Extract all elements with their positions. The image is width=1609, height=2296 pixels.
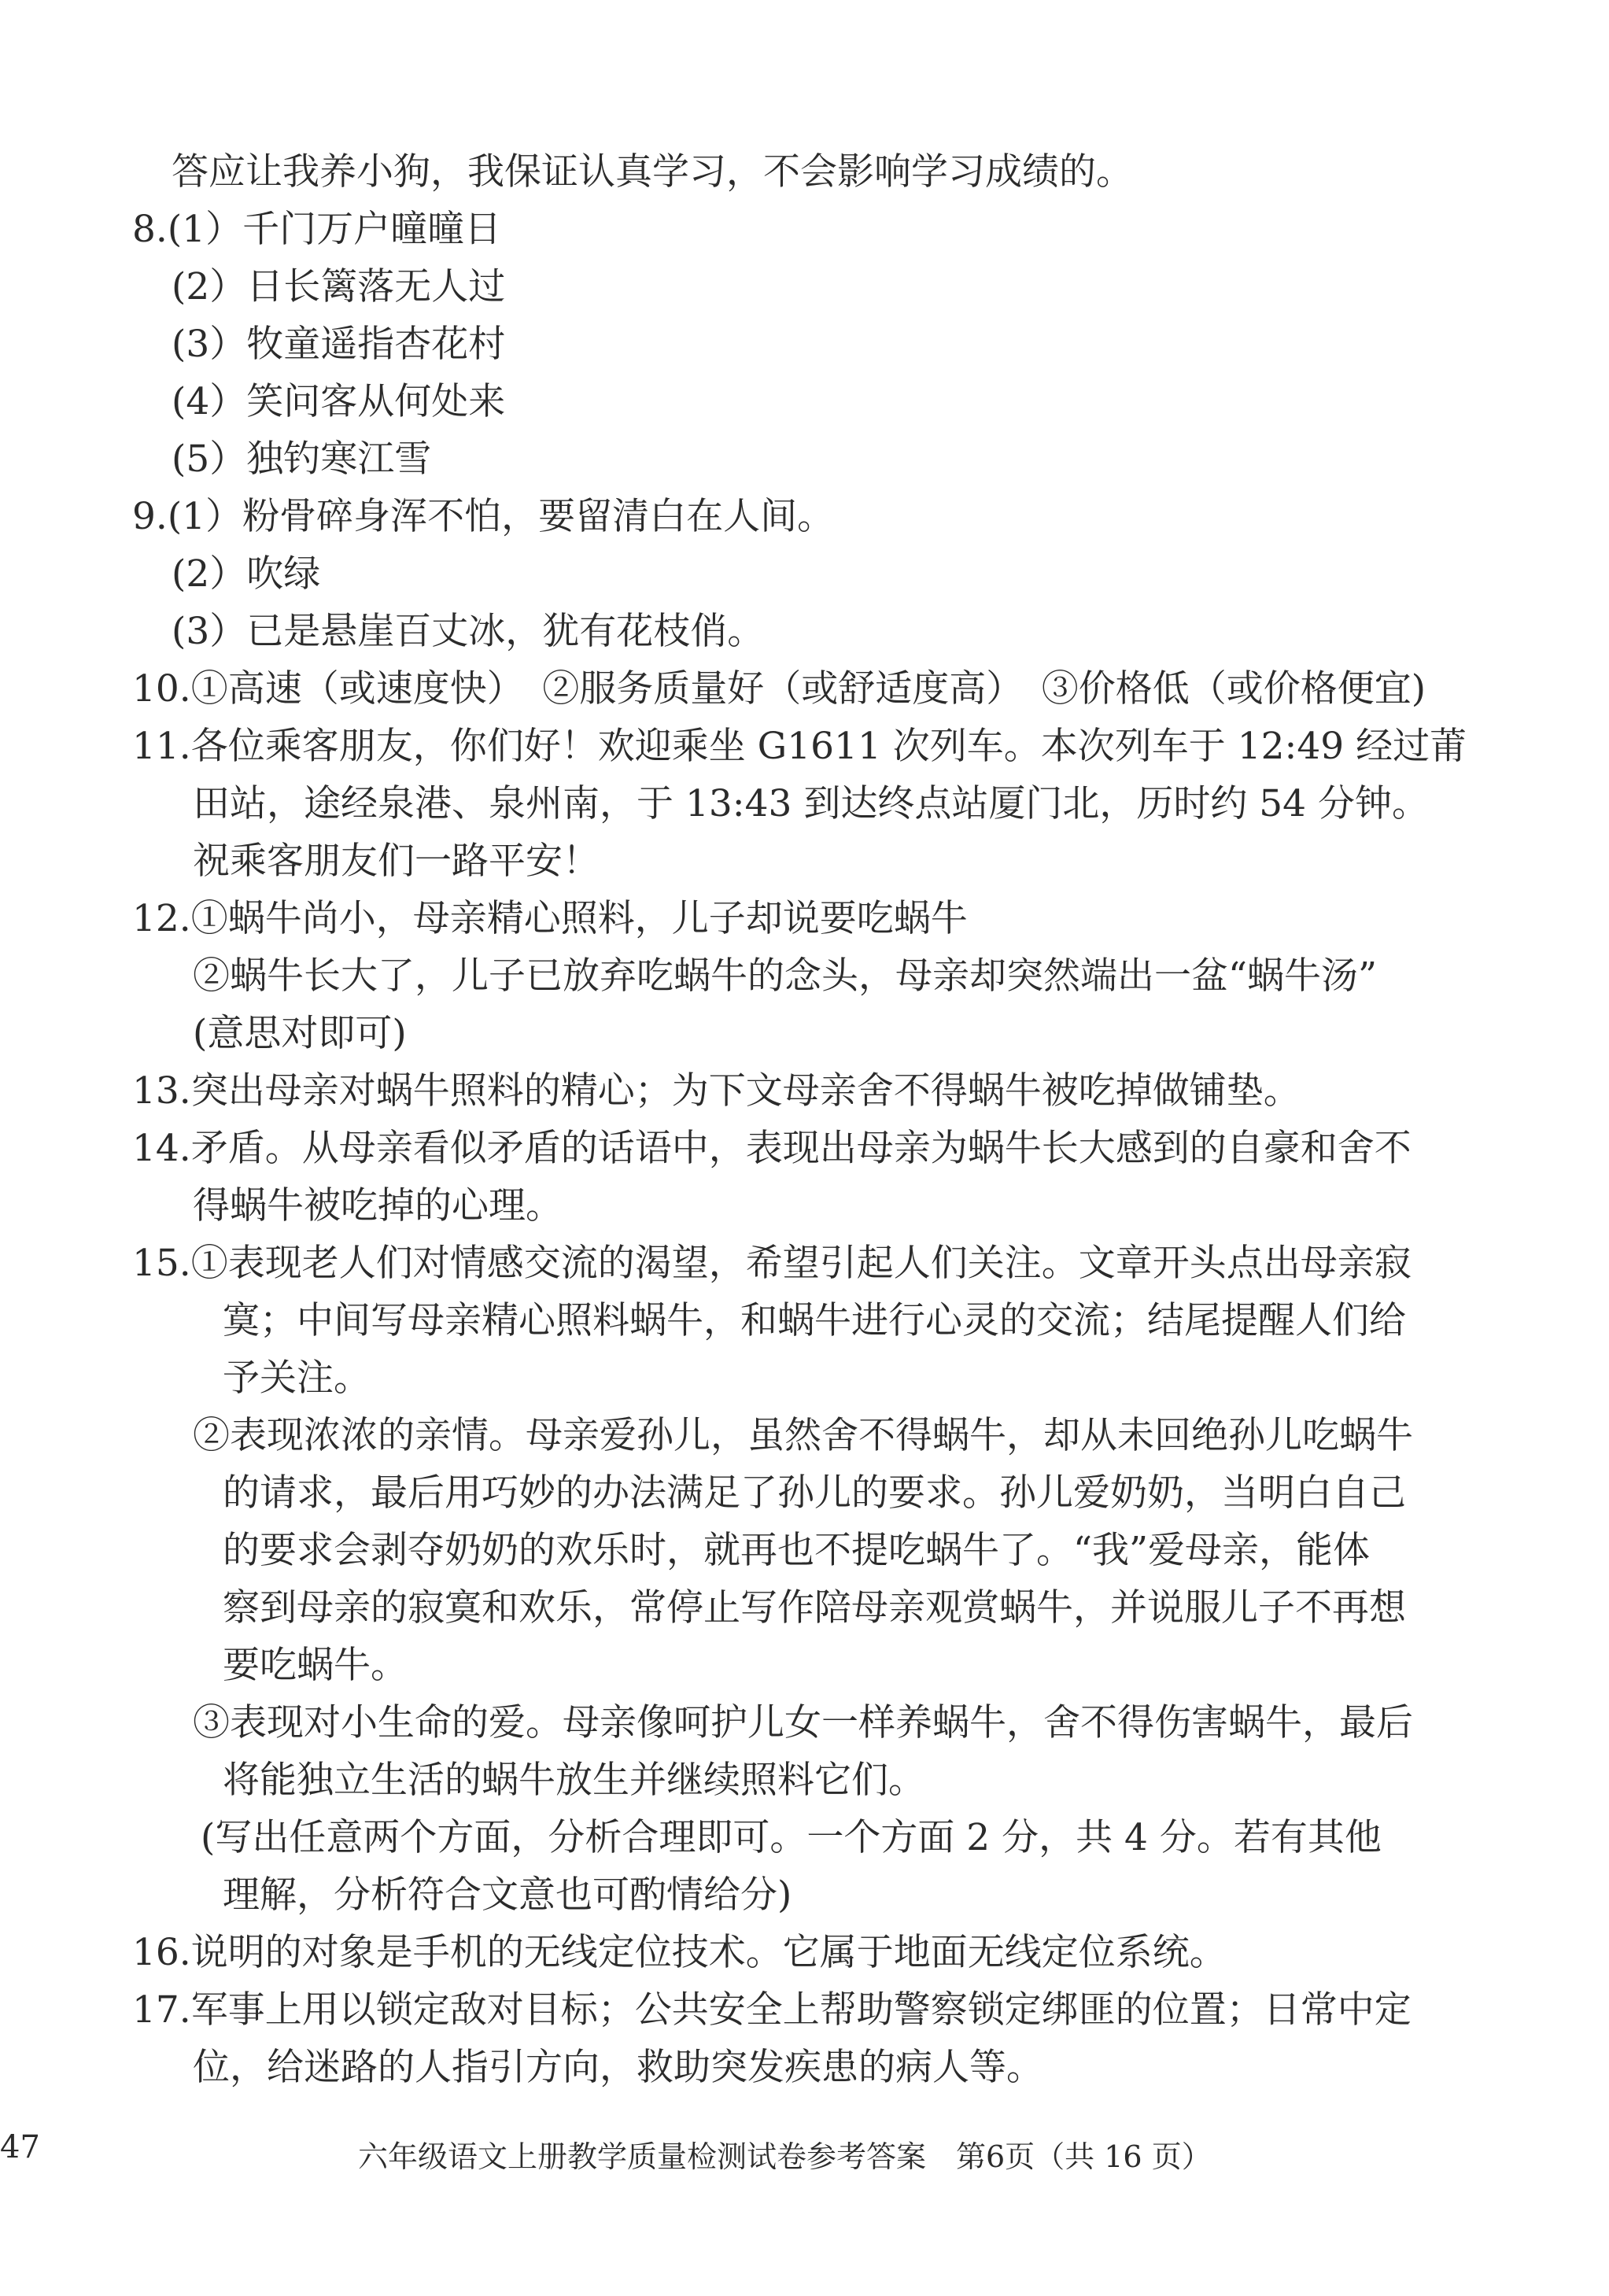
text-line: 祝乘客朋友们一路平安！	[193, 840, 600, 883]
text-line: 要吃蜗牛。	[223, 1644, 408, 1687]
text-line: 予关注。	[223, 1357, 371, 1400]
text-line: (2）吹绿	[172, 552, 321, 596]
text-line: 10.①高速（或速度快） ②服务质量好（或舒适度高） ③价格低（或价格便宜)	[132, 667, 1426, 711]
text-line: (4）笑问客从何处来	[172, 380, 506, 423]
text-line: 17.军事上用以锁定敌对目标；公共安全上帮助警察锁定绑匪的位置；日常中定	[132, 1988, 1412, 2032]
text-line: 理解，分析符合文意也可酌情给分)	[223, 1873, 792, 1917]
text-line: ②表现浓浓的亲情。母亲爱孙儿，虽然舍不得蜗牛，却从未回绝孙儿吃蜗牛	[193, 1414, 1413, 1457]
page-number: 47	[0, 2129, 40, 2165]
text-line: 12.①蜗牛尚小，母亲精心照料，儿子却说要吃蜗牛	[132, 897, 968, 940]
text-line: 11.各位乘客朋友，你们好！欢迎乘坐 G1611 次列车。本次列车于 12:49 经过莆	[132, 725, 1467, 768]
text-line: 察到母亲的寂寞和欢乐，常停止写作陪母亲观赏蜗牛，并说服儿子不再想	[223, 1586, 1406, 1630]
text-line: ②蜗牛长大了，儿子已放弃吃蜗牛的念头，母亲却突然端出一盆“蜗牛汤”	[193, 954, 1378, 998]
text-line: 13.突出母亲对蜗牛照料的精心；为下文母亲舍不得蜗牛被吃掉做铺垫。	[132, 1069, 1301, 1113]
text-line: 寞；中间写母亲精心照料蜗牛，和蜗牛进行心灵的交流；结尾提醒人们给	[223, 1299, 1406, 1342]
page-footer: 六年级语文上册教学质量检测试卷参考答案 第6页（共 16 页）	[358, 2139, 1212, 2174]
text-line: 9.(1）粉骨碎身浑不怕，要留清白在人间。	[132, 495, 835, 538]
text-line: 将能独立生活的蜗牛放生并继续照料它们。	[223, 1759, 925, 1802]
text-line: 的请求，最后用巧妙的办法满足了孙儿的要求。孙儿爱奶奶，当明白自己	[223, 1471, 1406, 1515]
text-line: 14.矛盾。从母亲看似矛盾的话语中，表现出母亲为蜗牛长大感到的自豪和舍不	[132, 1127, 1412, 1170]
text-line: ③表现对小生命的爱。母亲像呵护儿女一样养蜗牛，舍不得伤害蜗牛，最后	[193, 1701, 1413, 1744]
text-line: 的要求会剥夺奶奶的欢乐时，就再也不提吃蜗牛了。“我”爱母亲，能体	[223, 1529, 1371, 1572]
text-line: 8.(1）千门万户曈曈日	[132, 208, 502, 251]
text-line: 田站，途经泉港、泉州南，于 13:43 到达终点站厦门北，历时约 54 分钟。	[193, 782, 1430, 825]
text-line: (5）独钓寒江雪	[172, 437, 432, 481]
text-line: (意思对即可)	[193, 1012, 407, 1055]
text-line: (3）已是悬崖百丈冰，犹有花枝俏。	[172, 610, 765, 653]
text-line: (3）牧童遥指杏花村	[172, 323, 506, 366]
text-line: 得蜗牛被吃掉的心理。	[193, 1184, 563, 1227]
text-line: 15.①表现老人们对情感交流的渴望，希望引起人们关注。文章开头点出母亲寂	[132, 1242, 1412, 1285]
text-line: (2）日长篱落无人过	[172, 265, 506, 308]
text-line: 答应让我养小狗，我保证认真学习，不会影响学习成绩的。	[172, 150, 1133, 194]
text-line: 16.说明的对象是手机的无线定位技术。它属于地面无线定位系统。	[132, 1931, 1227, 1974]
text-line: 位，给迷路的人指引方向，救助突发疾患的病人等。	[193, 2046, 1043, 2089]
text-line: (写出任意两个方面，分析合理即可。一个方面 2 分，共 4 分。若有其他	[201, 1816, 1382, 1859]
